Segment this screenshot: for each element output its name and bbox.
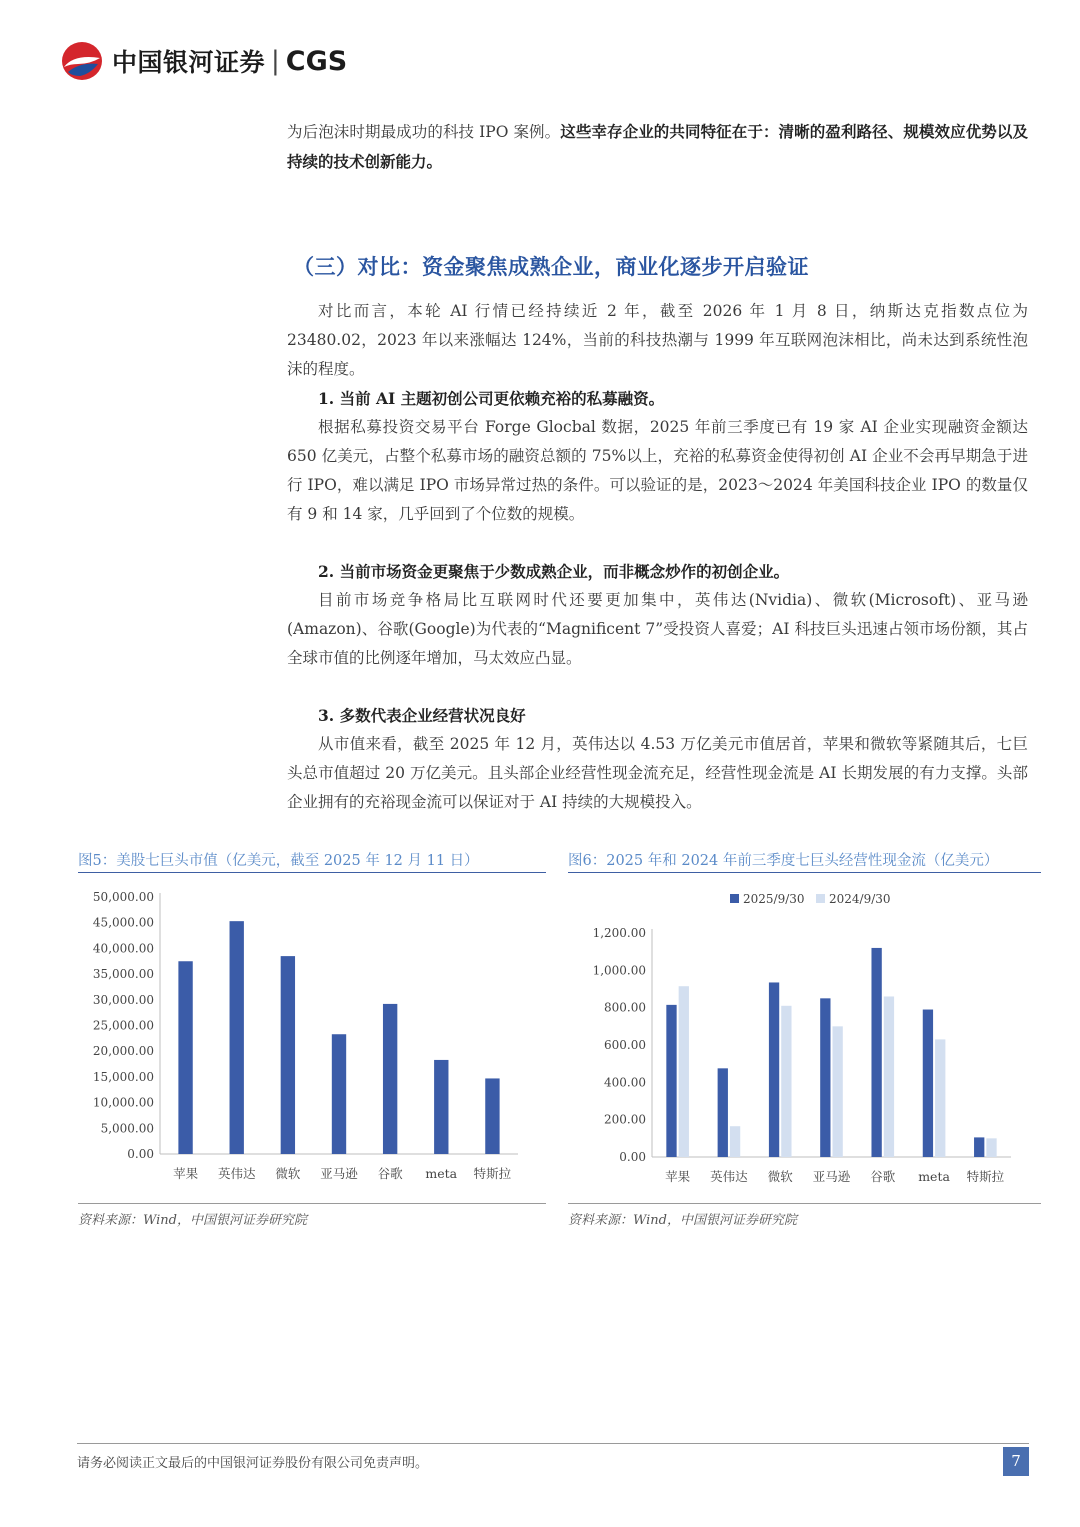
y-tick-label: 35,000.00	[92, 967, 154, 982]
y-tick-label: 5,000.00	[100, 1121, 154, 1136]
subsection-2-title: 2. 当前市场资金更聚焦于少数成熟企业，而非概念炒作的初创企业。	[318, 562, 790, 581]
subsection-1-title: 1. 当前 AI 主题初创公司更依赖充裕的私募融资。	[318, 389, 665, 408]
bar	[781, 1006, 791, 1157]
figure6-top-rule	[568, 872, 1041, 873]
brand-separator: |	[271, 46, 280, 76]
y-tick-label: 45,000.00	[92, 915, 154, 930]
bar	[383, 1004, 397, 1154]
legend-swatch	[816, 894, 825, 903]
y-tick-label: 10,000.00	[92, 1095, 154, 1110]
brand-logo	[60, 40, 347, 82]
subsection-3-text: 从市值来看，截至 2025 年 12 月，英伟达以 4.53 万亿美元市值居首，苹果和微软等紧随其后，七巨头总市值超过 20 万亿美元。且头部企业经营性现金流充足，经营性现金流是 AI 长期发展的有力支撑。头部企业拥有的充裕现金流可以保证对于 AI 持续的大规模投入。	[287, 735, 1028, 811]
figure5-title: 图5：美股七巨头市值（亿美元，截至 2025 年 12 月 11 日）	[78, 853, 479, 869]
x-tick-label: 苹果	[173, 1166, 199, 1181]
y-tick-label: 0.00	[127, 1147, 154, 1161]
x-tick-label: 谷歌	[377, 1166, 403, 1181]
intro-bold-text: 这些幸存企业的共同特征在于：清晰的盈利路径、规模效应优势以及持续的技术创新能力。	[287, 122, 1028, 171]
y-tick-label: 1,200.00	[592, 926, 646, 940]
page-number: 7	[1003, 1447, 1029, 1476]
comparison-paragraph: 对比而言，本轮 AI 行情已经持续近 2 年，截至 2026 年 1 月 8 日，纳斯达克指数点位为 23480.02，2023 年以来涨幅达 124%，当前的科技热潮与 1999 年互联网泡沫相比，尚未达到系统性泡沫的程度。	[287, 302, 1028, 378]
x-tick-label: 苹果	[665, 1169, 691, 1184]
x-tick-label: 谷歌	[870, 1169, 896, 1184]
bar	[178, 961, 192, 1154]
bar	[884, 996, 894, 1157]
figure6-source: 资料来源：Wind，中国银河证券研究院	[568, 1213, 797, 1228]
y-tick-label: 400.00	[604, 1075, 646, 1090]
bar	[666, 1005, 676, 1157]
bar	[923, 1010, 933, 1157]
y-tick-label: 30,000.00	[92, 992, 154, 1007]
figure6-bottom-rule	[568, 1203, 1041, 1204]
bar	[833, 1026, 843, 1157]
y-tick-label: 20,000.00	[92, 1044, 154, 1059]
bar	[871, 948, 881, 1157]
figure6-title: 图6：2025 年和 2024 年前三季度七巨头经营性现金流（亿美元）	[568, 853, 999, 869]
x-tick-label: 英伟达	[217, 1166, 256, 1181]
bar	[281, 956, 295, 1154]
x-tick-label: meta	[425, 1166, 458, 1181]
legend-label: 2024/9/30	[829, 892, 891, 906]
footer-disclaimer: 请务必阅读正文最后的中国银河证券股份有限公司免责声明。	[77, 1456, 429, 1471]
y-tick-label: 800.00	[604, 1000, 646, 1015]
x-tick-label: 亚马逊	[320, 1166, 358, 1181]
bar	[769, 982, 779, 1157]
y-tick-label: 25,000.00	[92, 1018, 154, 1033]
figure5-source: 资料来源：Wind，中国银河证券研究院	[78, 1213, 307, 1228]
bar	[820, 998, 830, 1157]
bar	[485, 1078, 499, 1154]
brand-name-cn: 中国银河证券	[112, 48, 266, 77]
intro-text: 为后泡沫时期最成功的科技 IPO 案例。	[287, 123, 561, 141]
x-tick-label: 微软	[275, 1166, 301, 1181]
subsection-3-title: 3. 多数代表企业经营状况良好	[318, 706, 526, 725]
figure5-bottom-rule	[78, 1203, 546, 1204]
footer-rule	[77, 1443, 1029, 1444]
figure6-chart	[568, 880, 1041, 1200]
legend-swatch	[730, 894, 739, 903]
section-heading: （三）对比：资金聚焦成熟企业，商业化逐步开启验证	[293, 254, 809, 279]
bar	[974, 1137, 984, 1157]
y-tick-label: 0.00	[619, 1150, 646, 1164]
brand-name-en: CGS	[285, 45, 348, 77]
y-tick-label: 50,000.00	[92, 890, 154, 904]
bar	[986, 1138, 996, 1157]
x-tick-label: 特斯拉	[473, 1166, 512, 1181]
bar	[679, 986, 689, 1157]
x-tick-label: meta	[918, 1169, 950, 1184]
legend-label: 2025/9/30	[743, 892, 805, 906]
x-tick-label: 亚马逊	[812, 1169, 851, 1184]
y-tick-label: 600.00	[604, 1038, 646, 1052]
bar	[434, 1060, 448, 1154]
subsection-2-text: 目前市场竞争格局比互联网时代还要更加集中，英伟达(Nvidia)、微软(Microsoft)、亚马逊(Amazon)、谷歌(Google)为代表的“Magnificent 7”受投资人喜爱；AI 科技巨头迅速占领市场份额，其占全球市值的比例逐年增加，马太效应凸显。	[287, 591, 1028, 667]
y-tick-label: 1,000.00	[592, 963, 646, 978]
intro-paragraph	[287, 117, 1028, 177]
y-tick-label: 200.00	[604, 1112, 646, 1127]
bar	[935, 1039, 945, 1157]
x-tick-label: 特斯拉	[966, 1169, 1005, 1184]
bar	[730, 1126, 740, 1157]
subsection-1-text: 根据私募投资交易平台 Forge Glocbal 数据，2025 年前三季度已有 19 家 AI 企业实现融资金额达 650 亿美元，占整个私募市场的融资总额的 75%以上，充裕的私募资金使得初创 AI 企业不会再早期急于进行 IPO，难以满足 IPO 市场异常过热的条件。可以验证的是，2023～2024 年美国科技企业 IPO 的数量仅有 9 和 14 家，几乎回到了个位数的规模。	[287, 418, 1028, 523]
y-tick-label: 15,000.00	[92, 1069, 154, 1084]
bar	[230, 921, 244, 1154]
y-tick-label: 40,000.00	[92, 941, 154, 956]
bar	[718, 1068, 728, 1157]
x-tick-label: 微软	[767, 1169, 793, 1184]
figure5-top-rule	[78, 872, 546, 873]
x-tick-label: 英伟达	[710, 1169, 748, 1184]
cgs-logo-icon	[60, 40, 104, 82]
bar	[332, 1034, 346, 1154]
figure5-chart	[78, 880, 546, 1200]
